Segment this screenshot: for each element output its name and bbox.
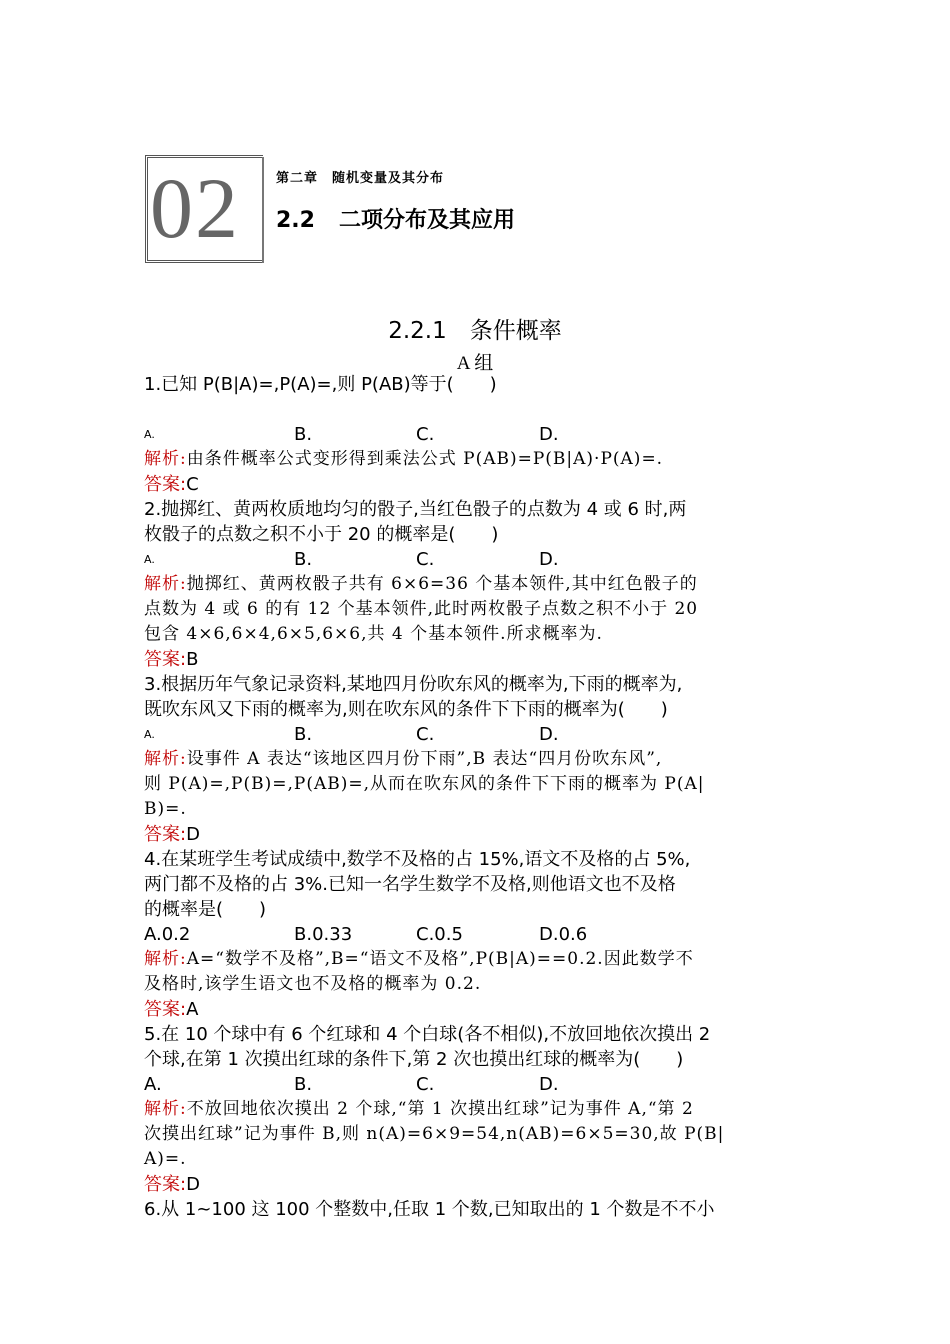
q2-stem-1: 2.抛掷红、黄两枚质地均匀的骰子,当红色骰子的点数为 4 或 6 时,两 <box>144 499 687 520</box>
group-label: A 组 <box>456 353 494 374</box>
q4-options <box>144 922 806 947</box>
q4-answer <box>144 997 806 1022</box>
answer-label: 解析: <box>144 749 187 769</box>
option-b: B. <box>294 424 313 445</box>
q2-solution-2: 点数为 4 或 6 的有 12 个基本领件,此时两枚骰子点数之积不小于 20 <box>144 599 699 619</box>
q3-solution-3: B)=. <box>144 799 187 819</box>
q1-stem: 1.已知 P(B|A)=,P(A)=,则 P(AB)等于( ) <box>144 374 497 395</box>
option-a: A. <box>144 1074 162 1095</box>
section-number: 2.2 <box>276 208 315 233</box>
exercise-content <box>144 372 806 1222</box>
answer-text: D <box>186 824 200 845</box>
q4-stem-2: 两门都不及格的占 3%.已知一名学生数学不及格,则他语文也不及格 <box>144 874 676 895</box>
option-a: A. <box>144 728 155 741</box>
answer-label: 答案: <box>144 474 187 495</box>
option-d: D. <box>539 724 559 745</box>
option-a: A.0.2 <box>144 924 191 945</box>
q2-answer <box>144 647 806 672</box>
answer-label: 答案: <box>144 824 187 845</box>
answer-label: 解析: <box>144 574 187 594</box>
q1-options <box>144 422 806 447</box>
option-c: C.0.5 <box>416 924 463 945</box>
q5-options <box>144 1072 806 1097</box>
q4-stem-3: 的概率是( ) <box>144 899 267 920</box>
answer-text: C <box>186 474 199 495</box>
q3-stem-2: 既吹东风又下雨的概率为,则在吹东风的条件下下雨的概率为( ) <box>144 699 668 720</box>
q5-stem-1: 5.在 10 个球中有 6 个红球和 4 个白球(各不相似),不放回地依次摸出 2 <box>144 1024 711 1045</box>
q5-stem-2: 个球,在第 1 次摸出红球的条件下,第 2 次也摸出红球的概率为( ) <box>144 1049 684 1070</box>
option-b: B. <box>294 724 313 745</box>
option-d: D. <box>539 424 559 445</box>
q3-solution-1 <box>144 747 806 772</box>
option-a: A. <box>144 553 155 566</box>
option-d: D. <box>539 1074 559 1095</box>
section-title: 二项分布及其应用 <box>338 208 515 233</box>
answer-label: 解析: <box>144 1099 187 1119</box>
q1-spacer <box>144 397 806 422</box>
q6-stem-1: 6.从 1~100 这 100 个整数中,任取 1 个数,已知取出的 1 个数是不不小 <box>144 1199 715 1220</box>
q3-solution-2: 则 P(A)=,P(B)=,P(AB)=,从而在吹东风的条件下下雨的概率为 P(A| <box>144 774 705 794</box>
q5-solution-2: 次摸出红球”记为事件 B,则 n(A)=6×9=54,n(AB)=6×5=30,故 P(B| <box>144 1124 725 1144</box>
answer-label: 解析: <box>144 449 187 469</box>
q3-answer <box>144 822 806 847</box>
q2-stem-2: 枚骰子的点数之积不小于 20 的概率是( ) <box>144 524 499 545</box>
option-d: D.0.6 <box>539 924 588 945</box>
q5-answer <box>144 1172 806 1197</box>
q5-solution-1 <box>144 1097 806 1122</box>
q3-stem-1: 3.根据历年气象记录资料,某地四月份吹东风的概率为,下雨的概率为, <box>144 674 683 695</box>
section-heading <box>276 203 515 234</box>
answer-text: 抛掷红、黄两枚骰子共有 6×6=36 个基本领件,其中红色骰子的 <box>186 574 698 594</box>
answer-label: 答案: <box>144 649 187 670</box>
answer-text: 设事件 A 表达“该地区四月份下雨”,B 表达“四月份吹东风”, <box>186 749 663 769</box>
q1-solution <box>144 447 806 472</box>
answer-text: B <box>186 649 199 670</box>
answer-label: 答案: <box>144 1174 187 1195</box>
q1-answer <box>144 472 806 497</box>
chapter-frame-divider <box>262 157 264 263</box>
option-b: B. <box>294 549 313 570</box>
answer-label: 解析: <box>144 949 187 969</box>
answer-text: A <box>186 999 199 1020</box>
q2-solution-1 <box>144 572 806 597</box>
answer-text: 不放回地依次摸出 2 个球,“第 1 次摸出红球”记为事件 A,“第 2 <box>186 1099 694 1119</box>
answer-label: 答案: <box>144 999 187 1020</box>
q2-solution-3: 包含 4×6,6×4,6×5,6×6,共 4 个基本领件.所求概率为. <box>144 624 603 644</box>
q2-options <box>144 547 806 572</box>
q4-solution-1 <box>144 947 806 972</box>
answer-text: 由条件概率公式变形得到乘法公式 P(AB)=P(B|A)·P(A)=. <box>186 449 664 469</box>
option-c: C. <box>416 1074 435 1095</box>
q5-solution-3: A)=. <box>144 1149 187 1169</box>
option-b: B. <box>294 1074 313 1095</box>
option-d: D. <box>539 549 559 570</box>
option-c: C. <box>416 724 435 745</box>
option-b: B.0.33 <box>294 924 353 945</box>
answer-text: D <box>186 1174 200 1195</box>
chapter-number: 02 <box>150 160 240 256</box>
q3-options <box>144 722 806 747</box>
option-a: A. <box>144 428 155 441</box>
answer-text: A=“数学不及格”,B=“语文不及格”,P(B|A)==0.2.因此数学不 <box>186 949 694 969</box>
option-c: C. <box>416 549 435 570</box>
option-c: C. <box>416 424 435 445</box>
chapter-title: 第二章 随机变量及其分布 <box>276 171 445 186</box>
q4-stem-1: 4.在某班学生考试成绩中,数学不及格的占 15%,语文不及格的占 5%, <box>144 849 691 870</box>
q4-solution-2: 及格时,该学生语文也不及格的概率为 0.2. <box>144 974 482 994</box>
subsection-title: 2.2.1 条件概率 <box>388 318 562 344</box>
